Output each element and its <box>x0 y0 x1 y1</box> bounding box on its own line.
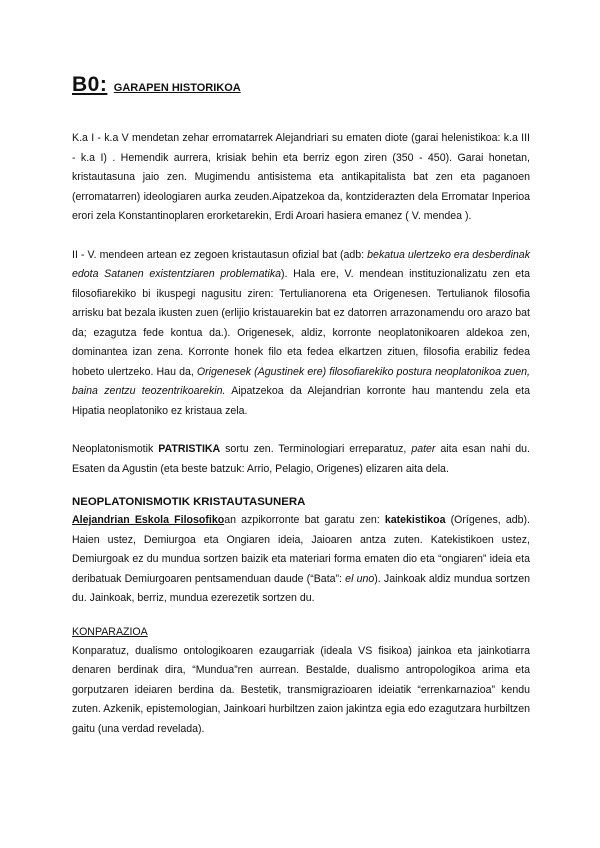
section2-paragraph: Konparatuz, dualismo ontologikoaren ezaugarriak (ideala VS fisikoa) jainkoa eta jainkotiarra denaren berdinak dira, “Mundua”ren aurrean. Bestalde, dualismo antropologikoa arima eta gorputzaren ideiaren berdina da. Bestetik, transmigrazioaren ideiatik “errenkarnazioa” kendu zuten. Azkenik, epistemologian, Jainkoari hurbiltzen zaion jakintza egia edo ezagutzara hurbiltzen gaitu (una verdad revelada). <box>72 644 530 735</box>
section1-text-c: ). Jainkoak aldiz mundua sortzen du. Jainkoak, berriz, mundua ezerezetik sortzen du. <box>72 572 531 604</box>
title-subtitle: GARAPEN HISTORIKOA <box>113 82 241 94</box>
p2-italic-b: Origenesek (Agustinek ere) filosofiarekiko postura neoplatonikoa zuen, baina zentzu teozentrikoarekin. <box>72 365 530 397</box>
document-page <box>72 70 530 739</box>
paragraph-3 <box>72 440 530 479</box>
document-title <box>72 70 530 103</box>
p3-text-b: sortu zen. Terminologiari erreparatuz, <box>220 443 412 455</box>
section1-italic-el-uno: el uno <box>345 572 375 585</box>
p3-text-a: Neoplatonismotik <box>72 443 159 455</box>
p2-text-c: Aipatzekoa da Alejandrian korronte hau mantendu zela eta Hipatia neoplatoniko ez kristaua zela. <box>72 385 530 417</box>
paragraph-2 <box>72 246 530 422</box>
p2-text-a: II - V. mendeen artean ez zegoen kristautasun ofizial bat (adb: <box>72 248 368 261</box>
paragraph-1: K.a I - k.a V mendetan zehar erromatarrek Alejandriari su ematen diote (garai helenistikoa: k.a III - k.a I) . Hemendik aurrera, krisiak behin eta berriz egon ziren (350 - 450). Garai honetan, kristautasuna jaio zen. Mugimendu antisistema eta antikapitalista bat zen eta paganoen (erromatarren) ideologiaren aurka zeuden.Aipatzekoa da, kontziderazten dela Erromatar Inperioa erori zela Konstantinoplaren erorketarekin, Erdi Aroari hasiera emanez ( V. mendea ). <box>72 132 530 222</box>
section-heading-konparazioa: KONPARAZIOA <box>72 625 148 638</box>
title-code: B0: <box>72 73 108 96</box>
p2-text-b: ). Hala ere, V. mendean instituzionalizatu zen eta filosofiarekiko bi ikuspegi nagusitu ziren: Tertulianorena eta Origenesen. Tertulianok filosofia arrisku bat bezala ikusten zuen (erlijio kristauarekin bat ez datorren arrazonamendu oro arazo bat da; ezagutza fede kontua da.). Origenesek, aldiz, korronte neoplatonikoaren aldekoa zen, dominantea izan zena. Korronte honek filo eta fedea elkartzen zituen, filosofia erabiliz fedea hobeto ulertzeko. Hau da, <box>72 268 530 378</box>
section-heading-neoplatonismotik: NEOPLATONISMOTIK KRISTAUTASUNERA <box>72 496 306 508</box>
section1-paragraph <box>72 511 530 609</box>
p3-text-c: aita esan nahi du. Esaten da Agustin (eta beste batzuk: Arrio, Pelagio, Origenes) elizaren aita dela. <box>72 443 530 475</box>
section1-text-a: an azpikorronte bat garatu zen: <box>224 514 385 526</box>
p2-italic-a: bekatua ulertzeko era desberdinak edota Satanen existentziaren problematika <box>72 248 530 280</box>
section1-lead: Alejandrian Eskola Filosofiko <box>72 514 225 526</box>
p3-bold-patristika: PATRISTIKA <box>158 443 221 455</box>
p3-italic-pater: pater <box>411 443 436 455</box>
section1-bold-katekistikoa: katekistikoa <box>384 514 446 526</box>
section1-text-b: (Orígenes, adb). Haien ustez, Demiurgoa eta Ongiaren ideia, Jaioaren antza zuten. Katekistikoen ustez, Demiurgoak ez du mundua sortzen baizik eta materiari forma ematen dio eta “ongiaren” ideia eta deribatuak Demiurgoaren pentsamenduan daude (“Bata”: <box>72 514 530 585</box>
